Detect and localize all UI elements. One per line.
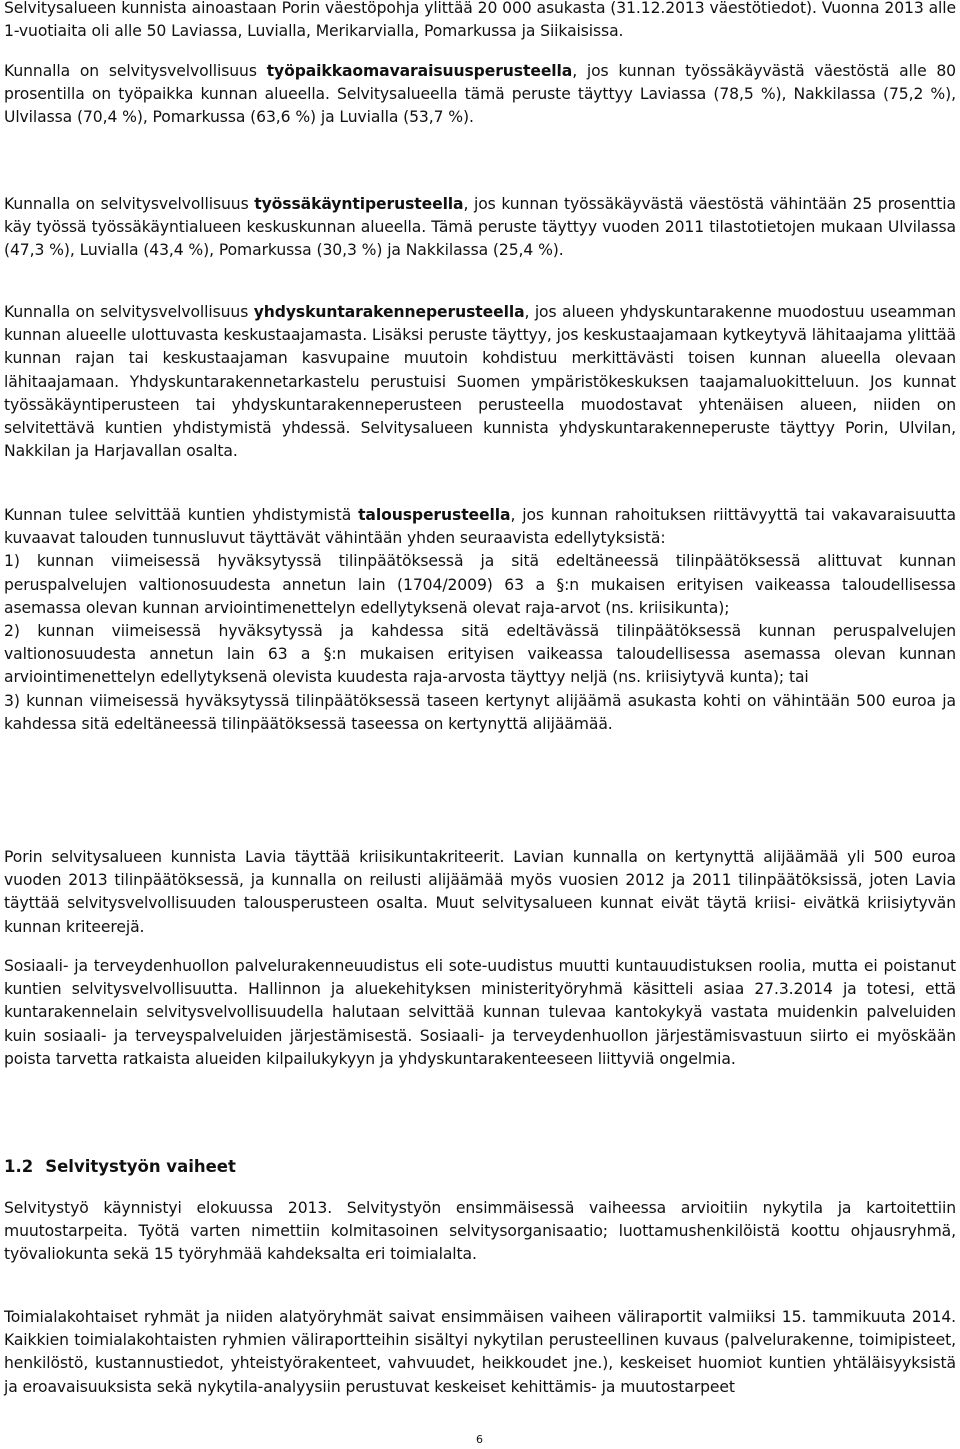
bold-term: talousperusteella <box>358 506 511 524</box>
paragraph-text: , jos kunnan työssäkäyvästä väestöstä vähintään 25 prosenttia käy työssä työssäkäyntialueen keskuskunnan alueella. Tämä peruste täyttyy vuoden 2011 tilastotietojen mukaan Ulvilassa (47,3 %), Luvialla (43,4 %), Pomarkussa (30,3 %) ja Nakkilassa (25,4 %). <box>4 195 956 260</box>
paragraph-text: Selvitystyö käynnistyi elokuussa 2013. Selvitystyön ensimmäisessä vaiheessa arvioitiin nykytila ja kartoitettiin muutostarpeita. Työtä varten nimettiin kolmitasoinen selvitysorganisaatio; luottamushenkilöistä koottu ohjausryhmä, työvaliokunta sekä 15 työryhmää kahdeksalta eri toimialalta. <box>4 1199 956 1264</box>
bold-term: työpaikkaomavaraisuusperusteella <box>266 62 573 80</box>
paragraph-economy-criteria <box>4 504 956 736</box>
section-number: 1.2 <box>4 1157 34 1176</box>
paragraph-phases <box>4 1197 956 1267</box>
section-heading <box>4 1155 236 1178</box>
paragraph-intro <box>4 0 956 43</box>
page-number: 6 <box>476 1433 483 1446</box>
section-title: Selvitystyön vaiheet <box>45 1157 236 1176</box>
paragraph-text: Toimialakohtaiset ryhmät ja niiden alatyöryhmät saivat ensimmäisen vaiheen väliraportit valmiiksi 15. tammikuuta 2014. Kaikkien toimialakohtaisten ryhmien väliraportteihin sisältyi nykytilan perusteellinen kuvaus (palvelurakenne, toimipisteet, henkilöstö, kustannustiedot, yhteistyörakenteet, vahvuudet, heikkoudet jne.), keskeiset huomiot kuntien yhtäläisyyksistä ja eroavaisuuksista sekä nykytila-analyysiin perustuvat keskeiset kehittämis- ja muutostarpeet <box>4 1308 956 1396</box>
paragraph-text: Selvitysalueen kunnista ainoastaan Porin väestöpohja ylittää 20 000 asukasta (31.12.2013 väestötiedot). Vuonna 2013 alle 1-vuotiaita oli alle 50 Laviassa, Luvialla, Merikarvialla, Pomarkussa ja Siikaisissa. <box>4 0 956 41</box>
paragraph-text: Porin selvitysalueen kunnista Lavia täyttää kriisikuntakriteerit. Lavian kunnalla on kertynyttä alijäämää yli 500 euroa vuoden 2013 tilinpäätöksessä, ja kunnalla on reilusti alijäämää myös vuosien 2012 ja 2011 tilinpäätöksissä, joten Lavia täyttää selvitysvelvollisuuden talousperusteen osalta. Muut selvitysalueen kunnat eivät täytä kriisi- eivätkä kriisiytyvän kunnan kriteerejä. <box>4 848 956 936</box>
list-item: 3) kunnan viimeisessä hyväksytyssä tilinpäätöksessä taseen kertynyt alijäämä asukasta kohti on vähintään 500 euroa ja kahdessa sitä edeltäneessä tilinpäätöksessä taseessa on kertynyttä alijäämää. <box>4 691 956 733</box>
paragraph-text: Kunnan tulee selvittää kuntien yhdistymistä <box>4 506 359 524</box>
bold-term: yhdyskuntarakenneperusteella <box>253 303 525 321</box>
paragraph-workplace-self-sufficiency <box>4 60 956 130</box>
bold-term: työssäkäyntiperusteella <box>254 195 464 213</box>
paragraph-text: , jos kunnan rahoituksen riittävyyttä tai vakavaraisuutta kuvaavat talouden tunnusluvut täyttävät vähintään yhden seuraavista edellytyksistä: <box>4 506 956 548</box>
paragraph-crisis-municipality <box>4 846 956 939</box>
paragraph-community-structure <box>4 301 956 463</box>
list-item: 1) kunnan viimeisessä hyväksytyssä tilinpäätöksessä ja sitä edeltäneessä tilinpäätöksessä alittuvat kunnan peruspalvelujen valtionosuudesta annetun lain (1704/2009) 63 a §:n mukaisen erityisen vaikeassa taloudellisessa asemassa olevan kunnan arviointimenettelyn edellytyksenä olevat raja-arvot (ns. kriisikunta); <box>4 552 956 617</box>
paragraph-text: , jos kunnan työssäkäyvästä väestöstä alle 80 prosentilla on työpaikka kunnan alueella. Selvitysalueella tämä peruste täyttyy Laviassa (78,5 %), Nakkilassa (75,2 %), Ulvilassa (70,4 %), Pomarkussa (63,6 %) ja Luvialla (53,7 %). <box>4 62 956 127</box>
paragraph-text: Kunnalla on selvitysvelvollisuus <box>4 62 267 80</box>
paragraph-text: , jos alueen yhdyskuntarakenne muodostuu useamman kunnan alueelle ulottuvasta keskustaajamasta. Lisäksi peruste täyttyy, jos keskustaajamaan kytkeytyvä lähitaajama ylittää kunnan rajan tai keskustaajaman kasvupaine muutoin kohdistuu merkittävästi toisen kunnan alueella olevaan lähitaajamaan. Yhdyskuntarakennetarkastelu perustuisi Suomen ympäristökeskuksen taajamaluokitteluun. Jos kunnat työssäkäyntiperusteen tai yhdyskuntarakenneperusteen perusteella muodostavat yhtenäisen alueen, niiden on selvitettävä kuntien yhdistymistä yhdessä. Selvitysalueen kunnista yhdyskuntarakenneperuste täyttyy Porin, Ulvilan, Nakkilan ja Harjavallan osalta. <box>4 303 956 461</box>
paragraph-sote-reform <box>4 955 956 1071</box>
paragraph-text: Kunnalla on selvitysvelvollisuus <box>4 303 254 321</box>
list-item: 2) kunnan viimeisessä hyväksytyssä ja kahdessa sitä edeltävässä tilinpäätöksessä kunnan peruspalvelujen valtionosuudesta annetun lain 63 a §:n mukaisen erityisen vaikeassa taloudellisessa asemassa olevan kunnan arviointimenettelyn edellytyksenä olevista kuudesta raja-arvosta täyttyy neljä (ns. kriisiytyvä kunta); tai <box>4 622 956 687</box>
paragraph-text: Kunnalla on selvitysvelvollisuus <box>4 195 255 213</box>
paragraph-text: Sosiaali- ja terveydenhuollon palvelurakenneuudistus eli sote-uudistus muutti kuntauudistuksen roolia, mutta ei poistanut kuntien selvitysvelvollisuutta. Hallinnon ja aluekehityksen ministerityöryhmä käsitteli asiaa 27.3.2014 ja totesi, että kuntarakennelain selvitysvelvollisuudella halutaan selvittää kunnan tulevaa kantokykyä vastata muidenkin palveluiden kuin sosiaali- ja terveyspalveluiden järjestämisestä. Sosiaali- ja terveydenhuollon järjestämisvastuun siirto ei myöskään poista tarvetta ratkaista alueiden kilpailukykyyn ja yhdyskuntarakenteeseen liittyviä ongelmia. <box>4 957 956 1068</box>
paragraph-commuting <box>4 193 956 263</box>
paragraph-interim-reports <box>4 1306 956 1399</box>
